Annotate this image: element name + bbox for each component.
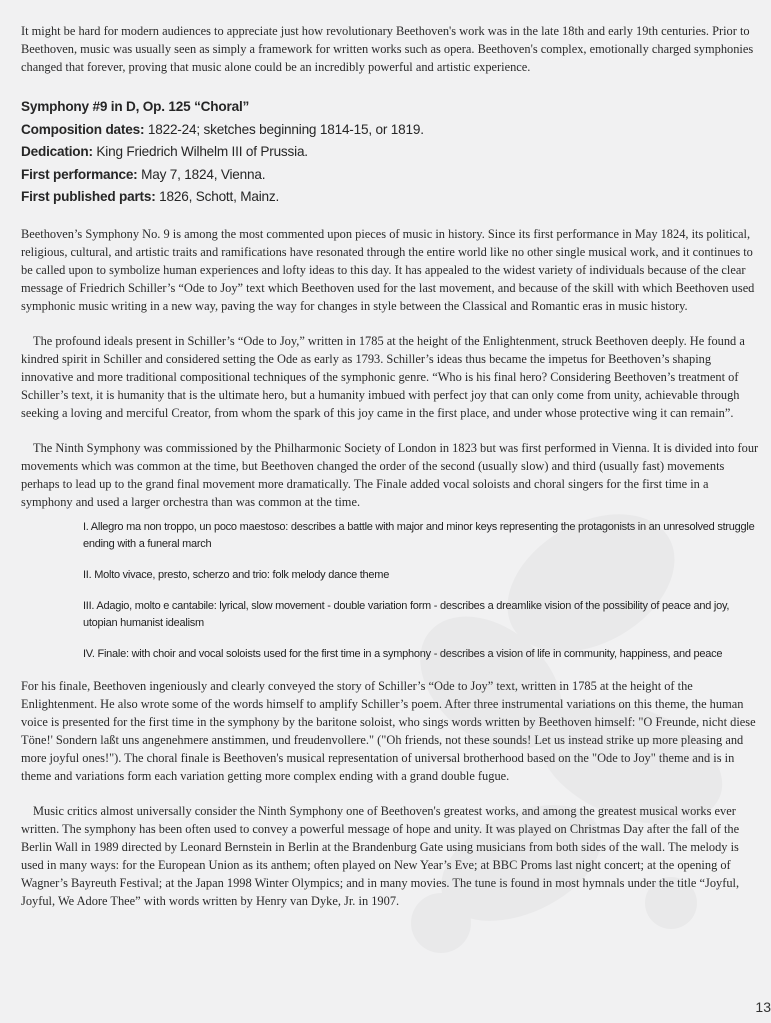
fact-label: Dedication:	[21, 144, 93, 159]
movements-list	[83, 519, 759, 663]
symphony-facts	[21, 96, 759, 209]
fact-value: 1822-24; sketches beginning 1814-15, or 1819.	[147, 121, 424, 137]
page-number: 13	[755, 999, 771, 1015]
fact-value: 1826, Schott, Mainz.	[159, 189, 280, 204]
movement-1: I. Allegro ma non troppo, un poco maestoso: describes a battle with major and minor keys representing the protagonists in an unresolved struggle ending with a funeral march	[83, 520, 755, 550]
paragraph-finale: For his finale, Beethoven ingeniously and clearly conveyed the story of Schiller’s “Ode to Joy” text, written in 1785 at the height of the Enlightenment. He also wrote some of the words himself to amplify Schiller’s poem. After three instrumental variations on this theme, the human voice is presented for the first time in the symphony by the baritone soloist, who sings words written by Beethoven himself: "O Freunde, nicht diese Töne!' Sondern laßt uns angenehmere anstimmen, und freudenvollere." ("Oh friends, not these sounds! Let us instead strike up more pleasing and more joyful ones!"). The choral finale is Beethoven's musical representation of universal brotherhood based on the "Ode to Joy" theme and is in theme and variations form each variation getting more complex ending with a grand double fugue.	[21, 678, 756, 783]
fact-label: First performance:	[21, 166, 138, 182]
paragraph-schiller: The profound ideals present in Schiller’s “Ode to Joy,” written in 1785 at the height of the Enlightenment, struck Beethoven deeply. He found a kindred spirit in Schiller and considered setting the Ode as early as 1793. Schiller’s ideas thus became the impetus for Beethoven’s shaping innovative and more traditional compositional techniques of the symphonic genre. “Who is his final hero? Considering Beethoven’s treatment of Schiller’s text, it is humanity that is the ultimate hero, but a humanity imbued with perfect joy that can only come from unity, achievable through seeking a loving and merciful Creator, from whom the spark of this joy came in the first place, and under whose protective wing it can remain”.	[21, 333, 745, 420]
paragraph-commission: The Ninth Symphony was commissioned by the Philharmonic Society of London in 1823 but was first performed in Vienna. It is divided into four movements which was common at the time, but Beethoven changed the order of the second (usually slow) and third (usually fast) movements perhaps to lead up to the grand final movement more dramatically. The Finale added vocal soloists and choral singers for the first time in a symphony and used a larger orchestra than was common at the time.	[21, 440, 759, 509]
intro-paragraph: It might be hard for modern audiences to appreciate just how revolutionary Beethoven's work was in the late 18th and early 19th centuries. Prior to Beethoven, music was usually seen as simply a framework for written works such as opera. Beethoven's complex, emotionally charged symphonies changed that forever, proving that music alone could be an incredibly powerful and artistic experience.	[21, 24, 754, 74]
movement-4: IV. Finale: with choir and vocal soloists used for the first time in a symphony - describes a vision of life in community, happiness, and peace	[83, 647, 723, 660]
fact-value: May 7, 1824, Vienna.	[141, 166, 266, 182]
fact-label: Composition dates:	[21, 121, 145, 137]
movement-3: III. Adagio, molto e cantabile: lyrical, slow movement - double variation form - describes a dreamlike vision of the possibility of peace and joy, utopian humanist idealism	[83, 599, 730, 629]
dedication	[21, 141, 759, 164]
symphony-title: Symphony #9 in D, Op. 125 “Choral”	[21, 99, 250, 114]
composition-dates	[21, 119, 759, 142]
first-performance	[21, 164, 759, 187]
paragraph-reception: Beethoven’s Symphony No. 9 is among the most commented upon pieces of music in history. Since its first performance in May 1824, its political, religious, cultural, and artistic traits and ramifications have resonated through the entire world like no other single musical work, and it continues to be called upon to symbolize human experiences and lofty ideas to this day. It has appealed to the widest variety of individuals because of the clear message of Friedrich Schiller’s “Ode to Joy” text which Beethoven used for the last movement, and because of the skill with which Beethoven used symphonic music writing in a new way, paving the way for changes in style between the Classical and Romantic eras in music history.	[21, 226, 755, 313]
fact-label: First published parts:	[21, 189, 156, 204]
movement-2: II. Molto vivace, presto, scherzo and trio: folk melody dance theme	[83, 568, 390, 581]
paragraph-legacy: Music critics almost universally consider the Ninth Symphony one of Beethoven's greatest works, and among the greatest musical works ever written. The symphony has been often used to convey a powerful message of hope and unity. It was played on Christmas Day after the fall of the Berlin Wall in 1989 directed by Leonard Bernstein in Berlin at the Brandenburg Gate using musicians from both sides of the wall. The melody is used in many ways: for the European Union as its anthem; often played on New Year’s Eve; at BBC Proms last night concert; at the opening of Wagner’s Bayreuth Festival; at the Japan 1998 Winter Olympics; and in many movies. The tune is found in most hymnals under the title “Joyful, Joyful, We Adore Thee” with words written by Henry van Dyke, Jr. in 1907.	[21, 803, 740, 908]
fact-value: King Friedrich Wilhelm III of Prussia.	[96, 144, 308, 159]
first-published-parts	[21, 186, 759, 209]
